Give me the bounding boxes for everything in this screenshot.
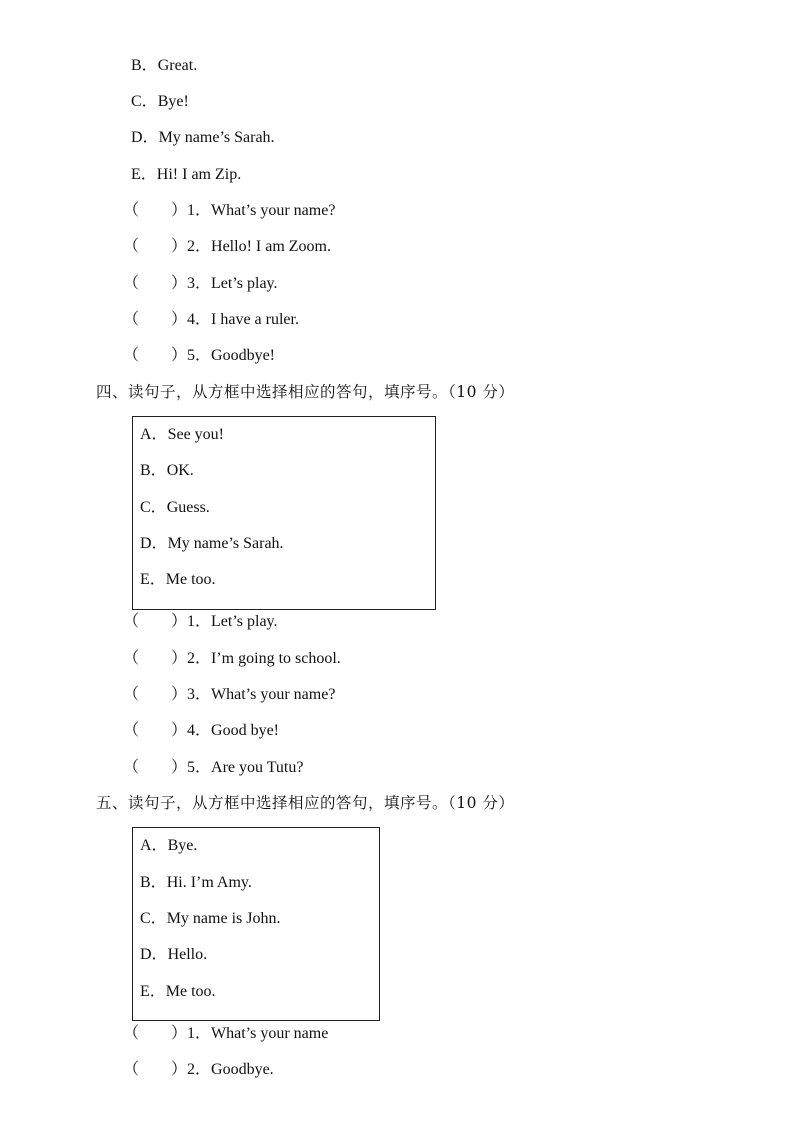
question-text: Hello! I am Zoom. bbox=[211, 238, 331, 255]
answer-blank[interactable]: （ bbox=[123, 202, 140, 219]
option-c bbox=[140, 498, 210, 518]
question-number: ）1． bbox=[171, 1025, 212, 1042]
question-row bbox=[123, 310, 299, 330]
question-row bbox=[123, 612, 278, 632]
question-text: Let’s play. bbox=[211, 613, 278, 630]
option-e bbox=[140, 570, 216, 590]
option-letter: D． bbox=[131, 129, 159, 146]
answer-blank[interactable]: （ bbox=[123, 275, 140, 292]
option-text: Great. bbox=[157, 57, 198, 74]
option-letter: D． bbox=[140, 535, 168, 552]
question-row bbox=[123, 1060, 274, 1080]
answer-blank[interactable]: （ bbox=[123, 347, 140, 364]
option-letter: C． bbox=[140, 499, 167, 516]
question-number: ）3． bbox=[171, 686, 212, 703]
option-letter: E． bbox=[131, 166, 157, 183]
option-letter: B． bbox=[131, 57, 158, 74]
section-heading: 五、读句子，从方框中选择相应的答句，填序号。（10 分） bbox=[96, 794, 515, 812]
option-letter: E． bbox=[140, 571, 166, 588]
option-text: OK. bbox=[166, 462, 194, 479]
option-text: Guess. bbox=[166, 499, 210, 516]
question-number: ）2． bbox=[171, 650, 212, 667]
option-letter: D． bbox=[140, 946, 168, 963]
question-number: ）5． bbox=[171, 347, 212, 364]
answer-blank[interactable]: （ bbox=[123, 759, 140, 776]
option-a bbox=[140, 425, 224, 445]
option-text: Me too. bbox=[165, 983, 216, 1000]
option-c bbox=[131, 92, 189, 112]
question-row bbox=[123, 649, 341, 669]
option-text: Hi! I am Zip. bbox=[156, 166, 242, 183]
question-row bbox=[123, 346, 275, 366]
answer-blank[interactable]: （ bbox=[123, 722, 140, 739]
question-text: Goodbye! bbox=[211, 347, 275, 364]
question-number: ）5． bbox=[171, 759, 212, 776]
question-text: What’s your name? bbox=[211, 202, 336, 219]
question-row bbox=[123, 685, 335, 705]
answer-blank[interactable]: （ bbox=[123, 686, 140, 703]
option-letter: B． bbox=[140, 462, 167, 479]
question-number: ）3． bbox=[171, 275, 212, 292]
question-text: I’m going to school. bbox=[211, 650, 341, 667]
question-number: ）2． bbox=[171, 238, 212, 255]
answer-blank[interactable]: （ bbox=[123, 238, 140, 255]
option-d bbox=[140, 534, 284, 554]
question-row bbox=[123, 237, 331, 257]
option-letter: A． bbox=[140, 426, 168, 443]
question-text: Let’s play. bbox=[211, 275, 278, 292]
option-letter: C． bbox=[131, 93, 158, 110]
question-row bbox=[123, 201, 335, 221]
option-letter: B． bbox=[140, 874, 167, 891]
option-e bbox=[140, 982, 216, 1002]
option-b bbox=[140, 461, 194, 481]
option-text: Hello. bbox=[167, 946, 208, 963]
question-text: I have a ruler. bbox=[211, 311, 299, 328]
question-number: ）1． bbox=[171, 613, 212, 630]
option-a bbox=[140, 836, 197, 856]
option-text: Bye! bbox=[157, 93, 189, 110]
question-number: ）4． bbox=[171, 722, 212, 739]
option-text: Me too. bbox=[165, 571, 216, 588]
option-letter: C． bbox=[140, 910, 167, 927]
question-text: Good bye! bbox=[211, 722, 279, 739]
question-row bbox=[123, 721, 279, 741]
option-text: Bye. bbox=[167, 837, 198, 854]
question-row bbox=[123, 758, 303, 778]
option-text: See you! bbox=[167, 426, 224, 443]
answer-blank[interactable]: （ bbox=[123, 311, 140, 328]
option-letter: E． bbox=[140, 983, 166, 1000]
option-text: My name’s Sarah. bbox=[167, 535, 284, 552]
question-text: Are you Tutu? bbox=[211, 759, 304, 776]
option-b bbox=[140, 873, 252, 893]
section-heading: 四、读句子，从方框中选择相应的答句，填序号。（10 分） bbox=[96, 383, 515, 401]
option-text: Hi. I’m Amy. bbox=[166, 874, 252, 891]
option-letter: A． bbox=[140, 837, 168, 854]
question-text: What’s your name? bbox=[211, 686, 336, 703]
option-d bbox=[131, 128, 275, 148]
question-number: ）4． bbox=[171, 311, 212, 328]
option-text: My name’s Sarah. bbox=[158, 129, 275, 146]
option-text: My name is John. bbox=[166, 910, 281, 927]
question-row bbox=[123, 274, 278, 294]
answer-blank[interactable]: （ bbox=[123, 613, 140, 630]
option-c bbox=[140, 909, 280, 929]
answer-blank[interactable]: （ bbox=[123, 650, 140, 667]
question-number: ）2． bbox=[171, 1061, 212, 1078]
question-row bbox=[123, 1024, 328, 1044]
question-text: What’s your name bbox=[211, 1025, 329, 1042]
option-e bbox=[131, 165, 241, 185]
question-number: ）1． bbox=[171, 202, 212, 219]
question-text: Goodbye. bbox=[211, 1061, 274, 1078]
option-b bbox=[131, 56, 197, 76]
answer-blank[interactable]: （ bbox=[123, 1025, 140, 1042]
option-d bbox=[140, 945, 207, 965]
answer-blank[interactable]: （ bbox=[123, 1061, 140, 1078]
